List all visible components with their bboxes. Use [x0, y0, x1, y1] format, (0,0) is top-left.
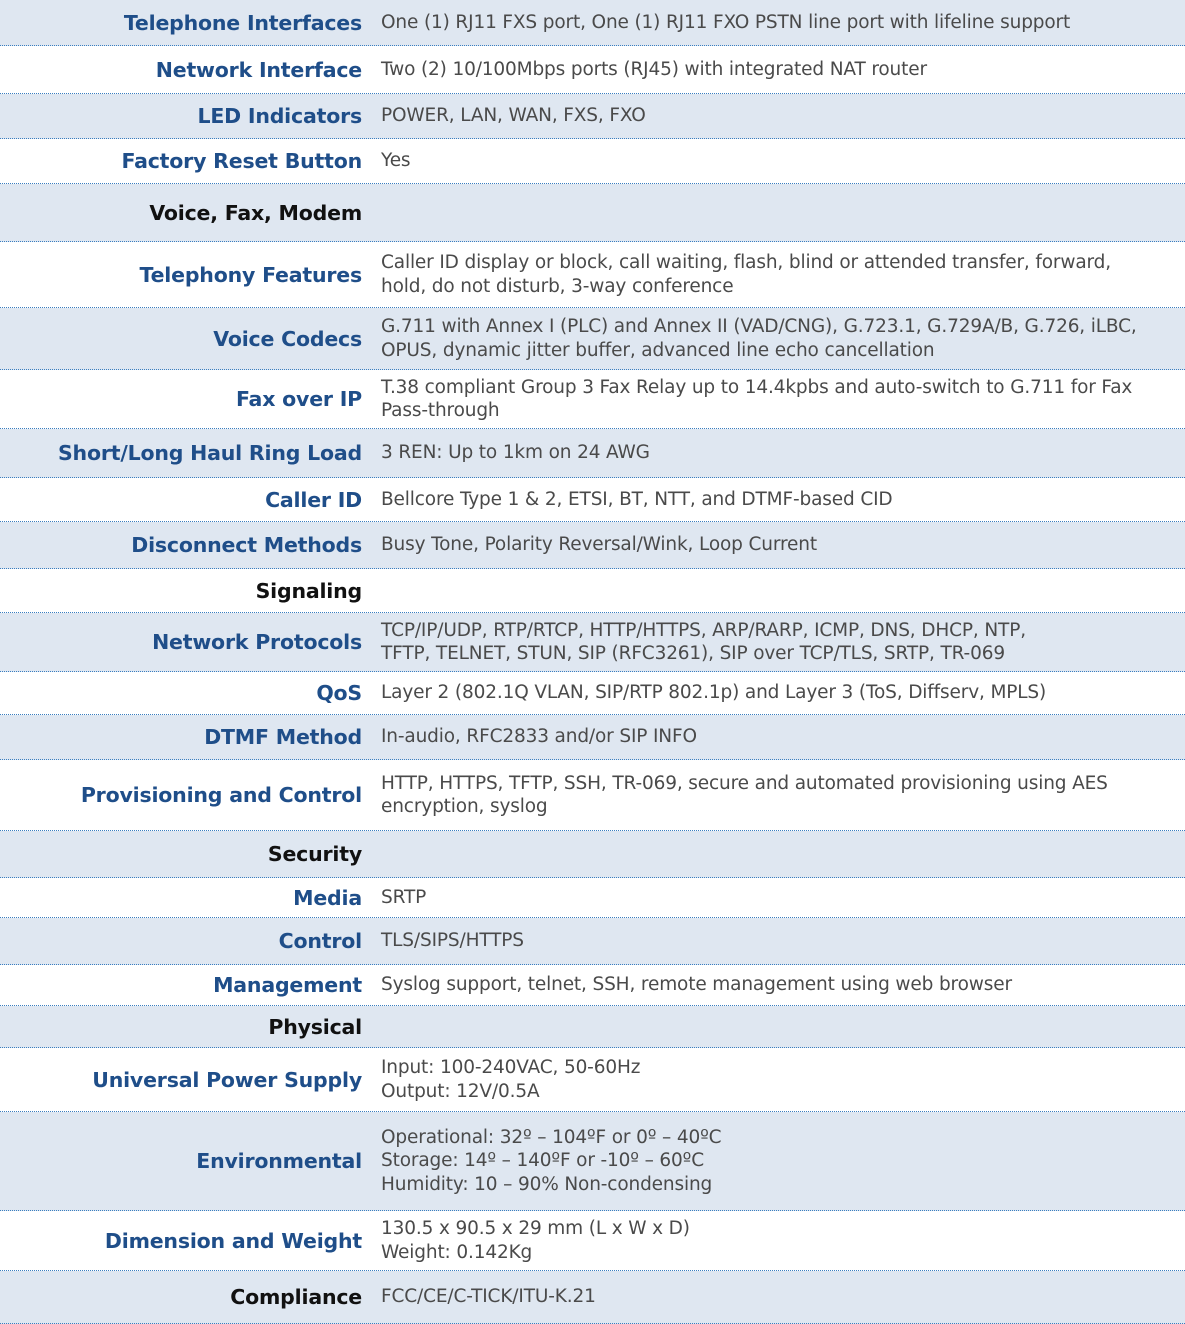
spec-value: Layer 2 (802.1Q VLAN, SIP/RTP 802.1p) and Layer 3 (ToS, Diffserv, MPLS)	[381, 682, 1047, 704]
spec-value: One (1) RJ11 FXS port, One (1) RJ11 FXO PSTN line port with lifeline support	[381, 11, 1071, 33]
spec-value: SRTP	[381, 886, 427, 908]
section-heading: Signaling	[255, 578, 362, 603]
spec-value: HTTP, HTTPS, TFTP, SSH, TR-069, secure and automated provisioning using AES encryption, syslog	[381, 772, 1108, 817]
spec-value: Bellcore Type 1 & 2, ETSI, BT, NTT, and DTMF-based CID	[381, 488, 893, 510]
spec-row-fax-over-ip	[0, 370, 1185, 429]
spec-row-universal-power-supply	[0, 1048, 1185, 1112]
spec-label: Fax over IP	[235, 387, 362, 411]
spec-row-provisioning-and-control	[0, 760, 1185, 831]
spec-value: Caller ID display or block, call waiting, flash, blind or attended transfer, forward, hold, do not disturb, 3-way conference	[381, 252, 1111, 297]
spec-row-telephone-interfaces	[0, 0, 1185, 46]
spec-label: Network Interface	[155, 57, 362, 82]
spec-label: Control	[278, 929, 362, 953]
spec-value: Two (2) 10/100Mbps ports (RJ45) with integrated NAT router	[381, 58, 927, 80]
section-row-physical	[0, 1006, 1185, 1048]
spec-value: POWER, LAN, WAN, FXS, FXO	[381, 105, 646, 127]
spec-label: DTMF Method	[204, 725, 362, 749]
spec-value: 130.5 x 90.5 x 29 mm (L x W x D) Weight: 0.142Kg	[381, 1218, 690, 1263]
spec-row-short-long-haul-ring-load	[0, 429, 1185, 478]
spec-value: Yes	[381, 150, 411, 172]
spec-row-compliance	[0, 1271, 1185, 1324]
spec-label: Dimension and Weight	[104, 1228, 362, 1253]
spec-label: Caller ID	[265, 487, 362, 512]
spec-row-voice-codecs	[0, 308, 1185, 370]
spec-value: Syslog support, telnet, SSH, remote management using web browser	[381, 974, 1012, 996]
spec-row-factory-reset-button	[0, 139, 1185, 184]
spec-label: LED Indicators	[197, 104, 362, 128]
section-heading: Physical	[268, 1014, 362, 1039]
spec-label: Provisioning and Control	[80, 783, 362, 807]
spec-value: Input: 100-240VAC, 50-60Hz Output: 12V/0.5A	[381, 1057, 641, 1102]
spec-value: 3 REN: Up to 1km on 24 AWG	[381, 442, 650, 464]
spec-row-control	[0, 918, 1185, 965]
section-row-voice-fax-modem	[0, 184, 1185, 242]
spec-value: TLS/SIPS/HTTPS	[381, 930, 524, 952]
spec-row-caller-id	[0, 478, 1185, 522]
section-heading: Voice, Fax, Modem	[149, 200, 362, 225]
spec-value: G.711 with Annex I (PLC) and Annex II (VAD/CNG), G.723.1, G.729A/B, G.726, iLBC, OPUS, dynamic jitter buffer, advanced line echo cancellation	[381, 316, 1137, 361]
spec-label: Voice Codecs	[213, 326, 362, 351]
spec-value: T.38 compliant Group 3 Fax Relay up to 14.4kpbs and auto-switch to G.711 for Fax Pass-through	[381, 376, 1133, 421]
spec-value: In-audio, RFC2833 and/or SIP INFO	[381, 726, 697, 748]
spec-row-management	[0, 965, 1185, 1006]
spec-label: Factory Reset Button	[121, 149, 362, 173]
spec-row-media	[0, 878, 1185, 918]
spec-label: Short/Long Haul Ring Load	[57, 441, 362, 465]
spec-row-dimension-and-weight	[0, 1211, 1185, 1271]
spec-row-network-interface	[0, 46, 1185, 94]
spec-value: Busy Tone, Polarity Reversal/Wink, Loop Current	[381, 534, 817, 556]
spec-label: Compliance	[230, 1285, 362, 1309]
spec-row-network-protocols	[0, 613, 1185, 672]
spec-row-telephony-features	[0, 242, 1185, 308]
spec-label: Telephony Features	[139, 262, 362, 287]
spec-value: FCC/CE/C-TICK/ITU-K.21	[381, 1286, 596, 1308]
spec-row-qos	[0, 672, 1185, 715]
spec-label: Disconnect Methods	[131, 533, 362, 557]
spec-row-environmental	[0, 1112, 1185, 1211]
spec-row-disconnect-methods	[0, 522, 1185, 569]
spec-label: Media	[293, 885, 362, 910]
section-row-signaling	[0, 569, 1185, 613]
spec-label: Telephone Interfaces	[123, 10, 362, 35]
spec-row-dtmf-method	[0, 715, 1185, 760]
section-heading: Security	[267, 842, 362, 866]
spec-value: Operational: 32º – 104ºF or 0º – 40ºC Storage: 14º – 140ºF or -10º – 60ºC Humidity: 10 – 90% Non-condensing	[381, 1126, 722, 1195]
spec-label: Universal Power Supply	[92, 1067, 362, 1092]
spec-label: Environmental	[196, 1149, 362, 1173]
section-row-security	[0, 831, 1185, 878]
spec-value: TCP/IP/UDP, RTP/RTCP, HTTP/HTTPS, ARP/RARP, ICMP, DNS, DHCP, NTP, TFTP, TELNET, STUN, SIP (RFC3261), SIP over TCP/TLS, SRTP, TR-069	[381, 619, 1026, 664]
spec-label: Network Protocols	[152, 630, 362, 654]
spec-label: Management	[213, 973, 362, 997]
spec-label: QoS	[316, 681, 362, 705]
spec-row-led-indicators	[0, 94, 1185, 139]
